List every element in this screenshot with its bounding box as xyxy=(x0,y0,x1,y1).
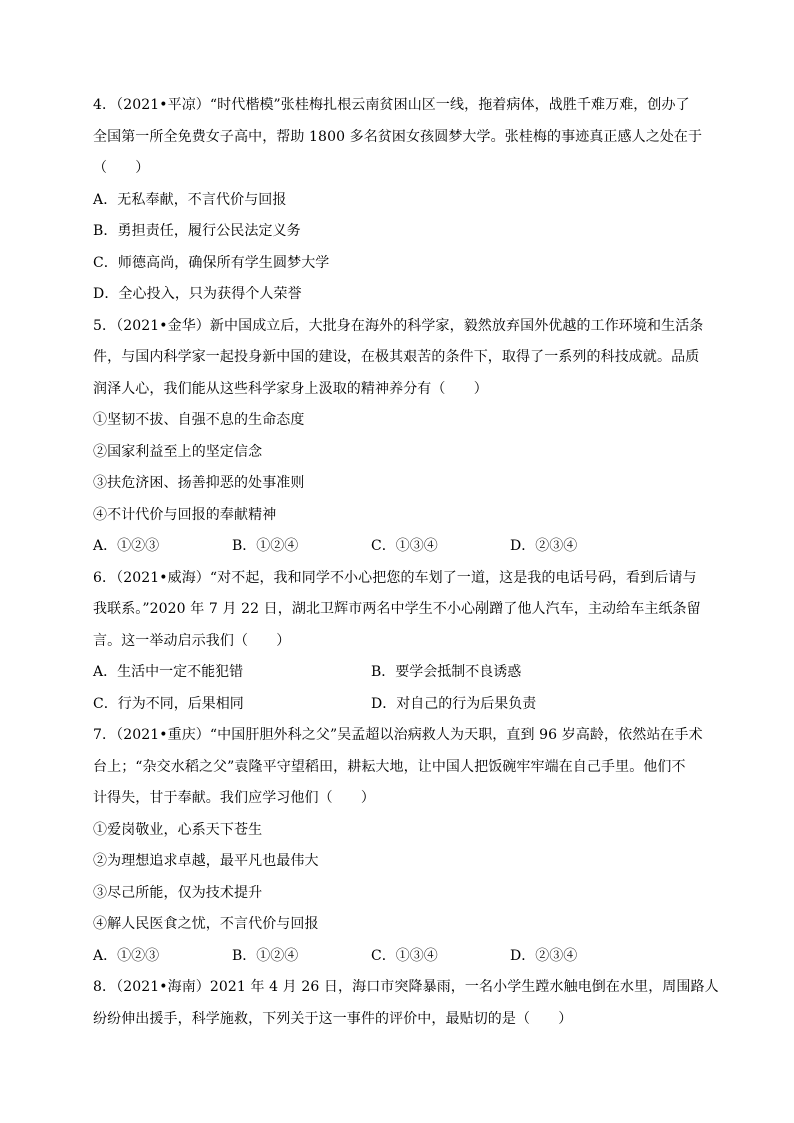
question-5-option-d: D．②③④ xyxy=(510,538,578,554)
question-7-stem-line-3: 计得失，甘于奉献。我们应学习他们（ ） xyxy=(93,790,375,806)
question-8 xyxy=(93,979,719,1027)
question-5-option-b: B．①②④ xyxy=(232,538,299,554)
question-6-stem-line-1: 6．（2021•威海）“对不起，我和同学不小心把您的车划了一道，这是我的电话号码，看到后请与 xyxy=(93,569,697,586)
question-5-statement-3: ③扶危济困、扬善抑恶的处事准则 xyxy=(93,475,305,491)
question-sheet xyxy=(93,97,719,1042)
question-5 xyxy=(93,318,705,555)
question-5-stem-line-3: 润泽人心，我们能从这些科学家身上汲取的精神养分有（ ） xyxy=(93,380,488,397)
question-7 xyxy=(93,727,705,964)
question-8-stem-line-1: 8．（2021•海南）2021 年 4 月 26 日，海口市突降暴雨，一名小学生蹚水触电倒在水里，周围路人 xyxy=(93,979,719,995)
question-6-stem-line-3: 言。这一举动启示我们（ ） xyxy=(93,632,291,649)
question-6-option-d: D．对自己的行为后果负责 xyxy=(371,695,537,712)
question-4-option-c: C．师德高尚，确保所有学生圆梦大学 xyxy=(93,254,330,271)
question-5-stem-line-1: 5．（2021•金华）新中国成立后，大批身在海外的科学家，毅然放弃国外优越的工作环境和生活条 xyxy=(93,317,704,334)
question-7-statement-4: ④解人民医食之忧，不言代价与回报 xyxy=(93,916,319,932)
question-6-option-b: B．要学会抵制不良诱惑 xyxy=(371,664,522,680)
question-6-options-row-2 xyxy=(93,696,705,712)
question-7-statement-1: ①爱岗敬业，心系天下苍生 xyxy=(93,821,263,838)
question-7-option-a: A．①②③ xyxy=(93,947,160,964)
question-7-option-c: C．①③④ xyxy=(371,947,438,964)
question-8-stem-line-2: 纷纷伸出援手，科学施救，下列关于这一事件的评价中，最贴切的是（ ） xyxy=(93,1010,573,1027)
question-4-option-a: A．无私奉献，不言代价与回报 xyxy=(93,191,287,208)
question-4-option-b: B．勇担责任，履行公民法定义务 xyxy=(93,223,301,239)
question-4-answer-blank: （ ） xyxy=(93,160,150,176)
question-5-stem-line-2: 件，与国内科学家一起投身新中国的建设，在极其艰苦的条件下，取得了一系列的科技成就。品质 xyxy=(93,349,700,365)
question-4-stem-line-1: 4．（2021•平凉）“时代楷模”张桂梅扎根云南贫困山区一线，拖着病体，战胜千难万难，创办了 xyxy=(93,97,690,113)
question-5-options xyxy=(93,538,705,554)
question-6-option-a: A．生活中一定不能犯错 xyxy=(93,664,244,680)
question-6-stem-line-2: 我联系。”2020 年 7 月 22 日，湖北卫辉市两名中学生不小心剐蹭了他人汽车，主动给车主纸条留 xyxy=(93,601,701,617)
question-5-statement-2: ②国家利益至上的坚定信念 xyxy=(93,443,263,460)
question-4-stem-line-2: 全国第一所全免费女子高中，帮助 1800 多名贫困女孩圆梦大学。张桂梅的事迹真正感人之处在于 xyxy=(93,128,703,145)
question-7-stem-line-1: 7．（2021•重庆）“中国肝胆外科之父”吴孟超以治病救人为天职，直到 96 岁高龄，依然站在手术 xyxy=(93,727,703,743)
question-7-stem-line-2: 台上；“杂交水稻之父”袁隆平守望稻田，耕耘大地，让中国人把饭碗牢牢端在自己手里。他们不 xyxy=(93,758,686,775)
question-7-options xyxy=(93,948,705,964)
question-5-option-a: A．①②③ xyxy=(93,538,160,554)
question-6 xyxy=(93,570,705,712)
question-5-option-c: C．①③④ xyxy=(371,538,438,554)
question-7-option-b: B．①②④ xyxy=(232,947,299,964)
question-5-statement-4: ④不计代价与回报的奉献精神 xyxy=(93,506,277,523)
question-7-statement-3: ③尽己所能，仅为技术提升 xyxy=(93,884,263,901)
question-6-options-row-1 xyxy=(93,664,705,680)
question-7-option-d: D．②③④ xyxy=(510,947,578,964)
question-4-option-d: D．全心投入，只为获得个人荣誉 xyxy=(93,286,302,302)
question-7-statement-2: ②为理想追求卓越，最平凡也最伟大 xyxy=(93,853,319,869)
question-6-option-c: C．行为不同，后果相同 xyxy=(93,695,244,712)
question-5-statement-1: ①坚韧不拔、自强不息的生命态度 xyxy=(93,412,305,428)
question-4 xyxy=(93,97,705,302)
